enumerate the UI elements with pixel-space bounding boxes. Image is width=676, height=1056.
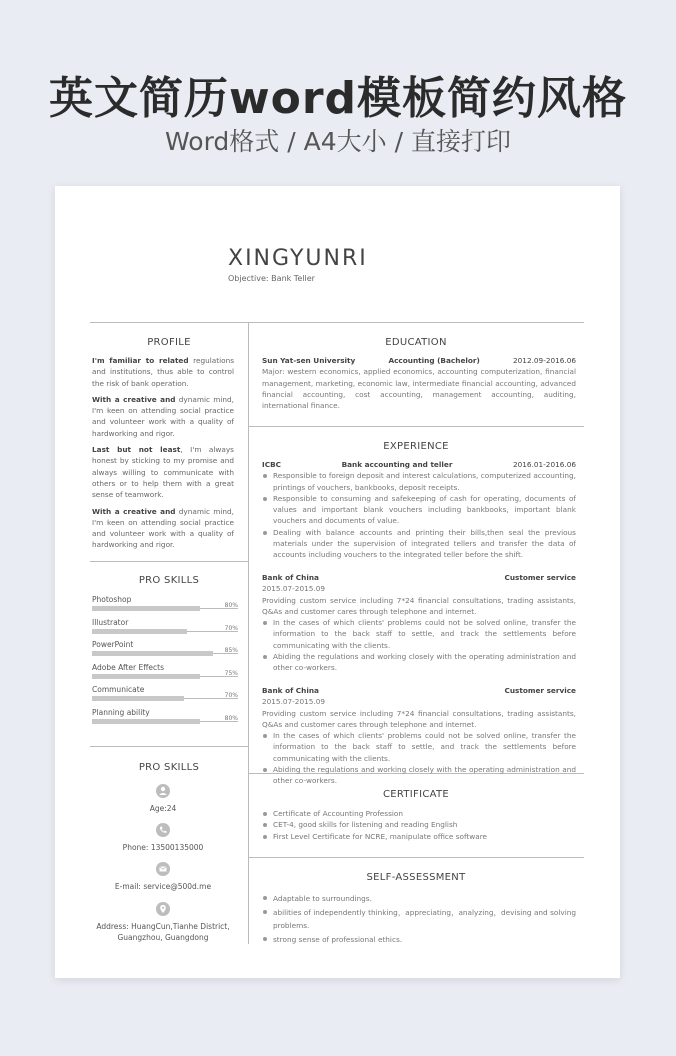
skill-percent: 80% [224, 715, 238, 722]
education-desc: Major: western economics, applied economics, accounting computerization, financial management, marketing, economic law, intermediate financial accounting, advanced financial accounting, cost accounting, management accounting, auditing, international finance. [262, 367, 576, 411]
job-role: Customer service [504, 686, 576, 695]
skill-percent: 70% [224, 692, 238, 699]
banner-title: 英文简历word模板简约风格 [48, 73, 628, 124]
job-dates: 2015.07-2015.09 [262, 697, 325, 707]
mail-icon [156, 862, 170, 876]
job-bullet: In the cases of which clients' problems could not be solved online, transfer the information to the back staff to settle, and track the settlements before communicating with the clients. [262, 730, 576, 764]
skill-item [92, 618, 238, 640]
job-company: Bank of China [262, 573, 319, 582]
job-bullet: Abiding the regulations and working closely with the operating administration and other co-workers. [262, 651, 576, 674]
right-divider-1 [248, 426, 584, 427]
job-company: Bank of China [262, 686, 319, 695]
skill-bar [92, 629, 187, 634]
resume-name: XINGYUNRI [228, 246, 368, 271]
experience-title: EXPERIENCE [383, 441, 449, 452]
certificate-item: CET-4, good skills for listening and reading English [262, 819, 576, 830]
contact-phone: Phone: 13500135000 [92, 823, 234, 853]
job-company: ICBC [262, 460, 281, 469]
job-desc: Providing custom service including 7*24 financial consultations, trading assistants, Q&As and customer cares through telephone and internet. [262, 595, 576, 616]
skill-item [92, 595, 238, 617]
certificate-item: First Level Certificate for NCRE, manipulate office software [262, 831, 576, 842]
job-desc: Providing custom service including 7*24 financial consultations, trading assistants, Q&As and customer cares through telephone and internet. [262, 708, 576, 729]
profile-paragraph: With a creative and dynamic mind, I'm keen on attending social practice and volunteer work with a quality of hardworking and rigor. [92, 506, 234, 550]
phone-icon [156, 823, 170, 837]
job-bullets [262, 470, 576, 560]
self-assessment-section [262, 892, 576, 946]
skill-bar [92, 719, 200, 724]
skill-item [92, 708, 238, 730]
profile-title: PROFILE [147, 337, 191, 348]
job-bullet: Responsible to consuming and safekeeping of cash for operating, documents of values and important blank vouchers including bankbooks, important blank vouchers and documents of value. [262, 493, 576, 527]
education-section [262, 355, 576, 411]
job-bullet: In the cases of which clients' problems could not be solved online, transfer the information to the back staff to settle, and track the settlements before communicating with the clients. [262, 617, 576, 651]
skill-name: PowerPoint [92, 640, 134, 649]
skill-percent: 85% [224, 647, 238, 654]
certificate-title: CERTIFICATE [382, 789, 450, 800]
skills-title: PRO SKILLS [138, 575, 200, 586]
skill-percent: 70% [224, 625, 238, 632]
location-pin-icon [156, 902, 170, 916]
job-header [262, 685, 576, 696]
skill-item [92, 663, 238, 685]
job-role: Customer service [504, 573, 576, 582]
skill-item [92, 685, 238, 707]
skill-bar [92, 606, 200, 611]
top-divider [90, 322, 584, 323]
right-divider-3 [248, 857, 584, 858]
skill-percent: 80% [224, 602, 238, 609]
certificate-list [262, 808, 576, 842]
profile-paragraph: With a creative and dynamic mind, I'm keen on attending social practice and volunteer work with a quality of hardworking and rigor. [92, 394, 234, 438]
profile-paragraph: I'm familiar to related regulations and institutions, thus able to control the risk of bank operation. [92, 356, 234, 388]
job-bullet: Dealing with balance accounts and printing their bills,then seal the previous materials under the supervision of integrated tellers and transfer the data of accounts including vouchers to the integrated teller before the shift. [262, 527, 576, 561]
job-dates: 2016.01-2016.06 [513, 460, 576, 469]
skill-name: Planning ability [92, 708, 150, 717]
self-assessment-item: abilities of independently thinking，appreciating，analyzing，devising and solving problems. [262, 906, 576, 933]
self-assessment-item: Adaptable to surroundings. [262, 892, 576, 906]
contact-address: Address: HuangCun,Tianhe District, Guangzhou, Guangdong [92, 902, 234, 943]
skill-name: Illustrator [92, 618, 129, 627]
skill-percent: 75% [224, 670, 238, 677]
job-bullets [262, 617, 576, 673]
self-assessment-list [262, 892, 576, 946]
job-header [262, 459, 576, 470]
contact-title: PRO SKILLS [138, 762, 200, 773]
experience-job [262, 685, 576, 787]
education-dates: 2012.09-2016.06 [513, 356, 576, 365]
job-dates: 2015.07-2015.09 [262, 584, 325, 594]
job-bullet: Responsible to foreign deposit and interest calculations, computerized accounting, printings of vouchers, bankbooks, deposit receipts. [262, 470, 576, 493]
left-divider-2 [90, 746, 248, 747]
job-bullets [262, 730, 576, 786]
job-header [262, 572, 576, 583]
self-assessment-title: SELF-ASSESSMENT [366, 872, 466, 883]
self-assessment-item: strong sense of professional ethics. [262, 933, 576, 947]
job-bullet: Abiding the regulations and working closely with the operating administration and other co-workers. [262, 764, 576, 787]
contact-age: Age:24 [92, 784, 234, 814]
skill-name: Communicate [92, 685, 145, 694]
contact-email: E-mail: service@500d.me [92, 862, 234, 892]
profile-section [92, 355, 234, 556]
certificate-item: Certificate of Accounting Profession [262, 808, 576, 819]
resume-page [55, 186, 620, 978]
left-divider-1 [90, 561, 248, 562]
user-icon [156, 784, 170, 798]
certificate-section [262, 808, 576, 842]
column-divider [248, 322, 249, 944]
skill-bar [92, 674, 200, 679]
experience-job [262, 459, 576, 561]
skill-name: Photoshop [92, 595, 132, 604]
skill-item [92, 640, 238, 662]
experience-job [262, 572, 576, 674]
school-name: Sun Yat-sen University [262, 356, 356, 365]
skill-name: Adobe After Effects [92, 663, 164, 672]
resume-objective: Objective: Bank Teller [228, 274, 315, 283]
banner-subtitle: Word格式 / A4大小 / 直接打印 [165, 127, 511, 156]
education-major: Accounting (Bachelor) [388, 356, 480, 365]
job-role: Bank accounting and teller [341, 460, 453, 469]
profile-paragraph: Last but not least, I'm always honest by sticking to my promise and always willing to communicate with others or to help them with a great sense of teamwork. [92, 445, 234, 500]
education-title: EDUCATION [385, 337, 447, 348]
skill-bar [92, 696, 184, 701]
skill-bar [92, 651, 213, 656]
education-header [262, 355, 576, 366]
